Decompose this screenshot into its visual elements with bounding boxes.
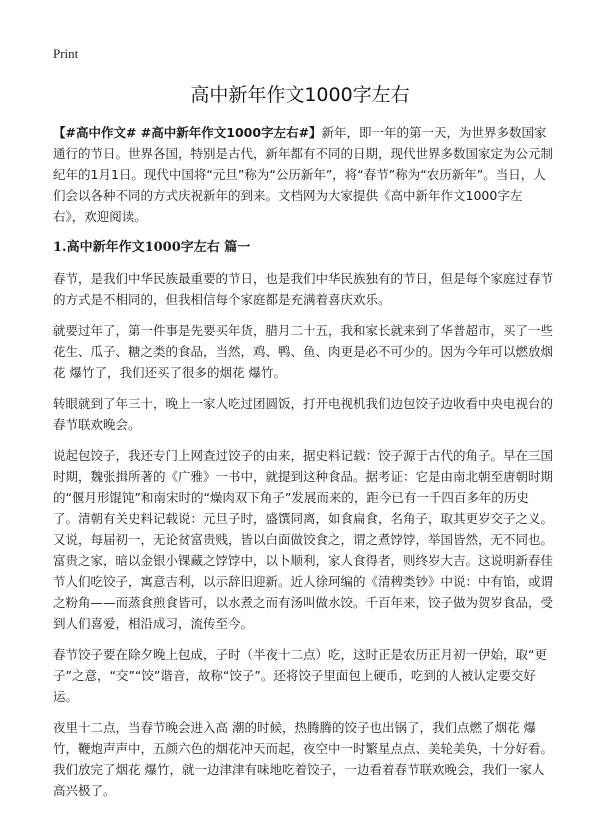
page-title: 高中新年作文1000字左右 <box>190 84 410 106</box>
body-paragraph-1: 春节，是我们中华民族最重要的节日，也是我们中华民族独有的节日，但是每个家庭过春节的方式是不相同的，但我相信每个家庭都是充满着喜庆欢乐。 <box>53 271 554 307</box>
intro-text: 新年，即一年的第一天，为世界多数国家通行的节日。世界各国，特别是古代，新年都有不同的日期，现代世界多数国家定为公元制纪年的1月1日。现代中国将“元旦”称为“公历新年”，将“春节”称为“农历新年”。当日，人们会以各种不同的方式庆祝新年的到来。文档网为大家提供《高中新年作文1000字左右》，欢迎阅读。 <box>53 125 554 224</box>
body-paragraph-4: 说起包饺子，我还专门上网查过饺子的由来，据史料记载：饺子源于古代的角子。早在三国时期，魏张揖所著的《广雅》一书中，就提到这种食品。据考证：它是由南北朝至唐朝时期的“偃月形馄饨”和南宋时的“燥肉双下角子”发展而来的，距今已有一千四百多年的历史了。清朝有关史料记载说：元旦子时，盛馔同离，如食扁食，名角子，取其更岁交子之义。又说，每届初一，无论贫富贵贱，皆以白面做饺食之，谓之煮饽饽，举国皆然，无不同也。富贵之家，暗以金银小锞藏之饽饽中，以卜顺利，家人食得者，则终岁大吉。这说明新春佳节人们吃饺子，寓意吉利，以示辞旧迎新。近人徐珂编的《清稗类钞》中说：中有馅，或谓之粉角——而蒸食煎食皆可，以水煮之而有汤叫做水饺。千百年来，饺子做为贺岁食品，受到人们喜爱，相沿成习，流传至今。 <box>53 448 554 631</box>
body-paragraph-6: 夜里十二点，当春节晚会进入高 潮的时候，热腾腾的饺子也出锅了，我们点燃了烟花 爆竹，鞭炮声声中，五颜六色的烟花冲天而起，夜空中一时繁星点点、美轮美奂，十分好看。我们放完了烟花 爆竹，就一边津津有味地吃着饺子，一边看着春节联欢晚会，我们一家人高兴极了。 <box>53 720 554 798</box>
body-paragraph-5: 春节饺子要在除夕晚上包成，子时（半夜十二点）吃，这时正是农历正月初一伊始，取“更子”之意，“交”“饺”谐音，故称“饺子”。还将饺子里面包上硬币，吃到的人被认定要交好运。 <box>53 647 547 704</box>
body-paragraph-3: 转眼就到了年三十，晚上一家人吃过团圆饭，打开电视机我们边包饺子边收看中央电视台的春节联欢晚会。 <box>53 396 554 432</box>
article-body <box>53 122 553 811</box>
intro-paragraph <box>53 122 553 227</box>
section-heading: 1.高中新年作文1000字左右 篇一 <box>53 240 251 255</box>
print-link[interactable]: Print <box>53 46 79 61</box>
body-paragraph-2: 就要过年了，第一件事是先要买年货，腊月二十五，我和家长就来到了华普超市，买了一些花生、瓜子、糖之类的食品，当然，鸡、鸭、鱼、肉更是必不可少的。因为今年可以燃放烟花 爆竹了，我们还买了很多的烟花 爆竹。 <box>53 323 554 380</box>
intro-tags: 【#高中作文# #高中新年作文1000字左右#】 <box>53 125 322 140</box>
